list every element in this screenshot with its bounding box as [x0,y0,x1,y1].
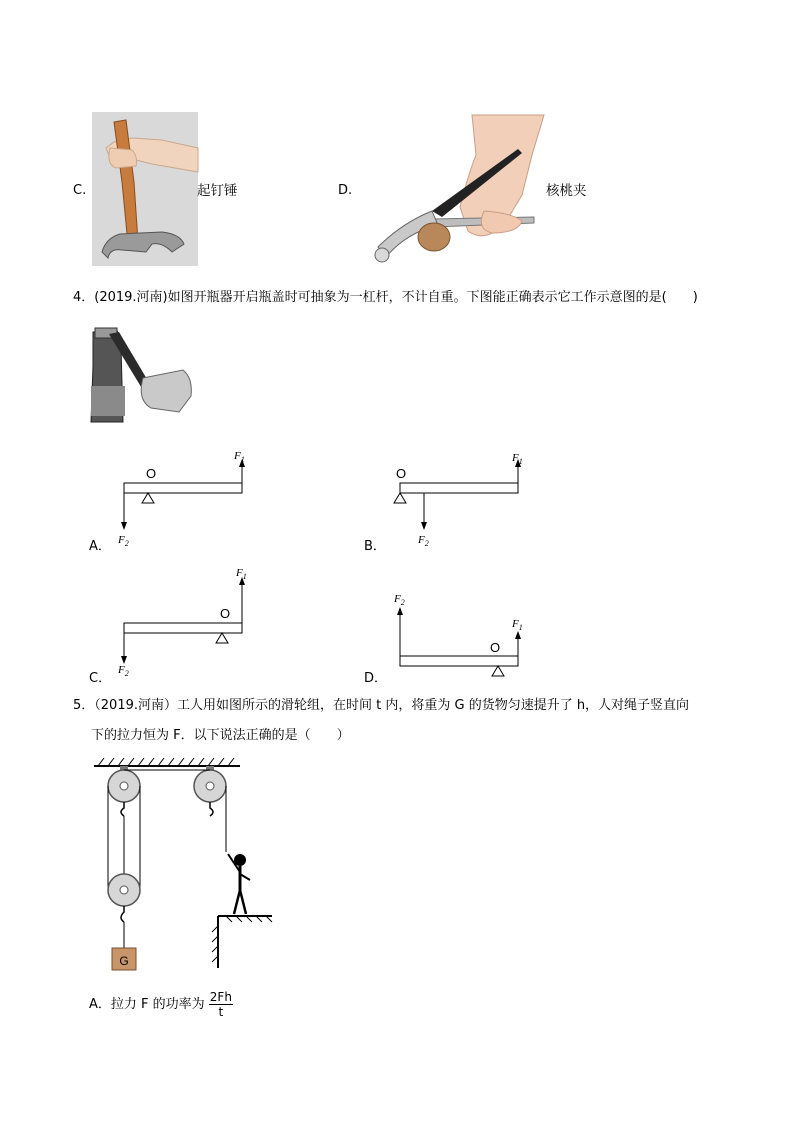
weight-label: G [119,954,129,968]
f1-label-b: $F_1$ [512,452,523,467]
o-label-b: O [396,466,407,481]
bottle-opener-image [87,326,193,422]
option-d-letter: D. [338,183,353,198]
fulcrum-d [492,666,504,676]
f2-arrow-d [397,607,403,615]
q5-option-a [89,990,233,1019]
fraction-denominator: t [218,1005,224,1019]
nutcracker-image [372,115,544,267]
lever-bar-a [124,483,242,493]
o-label-a: O [146,466,157,481]
q5-option-a-text: A．拉力 F 的功率为 [89,997,205,1012]
f1-label-a: $F_1$ [234,450,245,465]
o-label-d: O [490,640,501,655]
option-d-caption: 核桃夹 [546,183,587,199]
f2-label-a: $F_2$ [118,534,129,549]
f1-label-d: $F_1$ [512,618,523,633]
fulcrum-b [394,493,406,503]
f2-label-c: $F_2$ [118,664,129,679]
option-c-letter: C. [73,183,87,198]
f2-arrow-a [121,522,127,530]
option-a-letter: A． [89,539,111,554]
o-label-c: O [220,606,231,621]
q5-option-a-fraction [209,990,233,1019]
option-c-letter-q4: C． [89,671,112,686]
question-5-stem-line2: 下的拉力恒为 F．以下说法正确的是（ ） [91,728,350,743]
question-5-stem-line1: 5．（2019.河南）工人用如图所示的滑轮组，在时间 t 内，将重为 G 的货物匀速提升了 h，人对绳子竖直向 [73,698,690,713]
f2-label-b: $F_2$ [418,534,429,549]
lever-bar-c [124,623,242,633]
lever-diagram-c [112,566,262,679]
fulcrum-a [142,493,154,503]
lever-diagram-d [388,590,538,680]
f1-arrow-d [515,631,521,639]
option-b-letter: B． [364,539,386,554]
option-d-letter-q4: D． [364,671,388,686]
f2-arrow-b [421,522,427,530]
fulcrum-c [216,633,228,643]
option-c-caption: 起钉锤 [197,183,238,199]
pulley-system-diagram [92,756,282,976]
f2-label-d: $F_2$ [394,593,405,608]
lever-bar-b [400,483,518,493]
f1-label-c: $F_1$ [236,567,247,582]
lever-diagram-b [388,450,538,560]
fraction-numerator: 2Fh [209,990,232,1004]
f2-arrow-c [121,656,127,664]
claw-hammer-image [92,112,198,266]
lever-diagram-a [112,450,262,560]
question-4-stem: 4．(2019.河南)如图开瓶器开启瓶盖时可抽象为一杠杆，不计自重。下图能正确表示它工作示意图的是( ) [73,290,698,305]
lever-bar-d [400,656,518,666]
